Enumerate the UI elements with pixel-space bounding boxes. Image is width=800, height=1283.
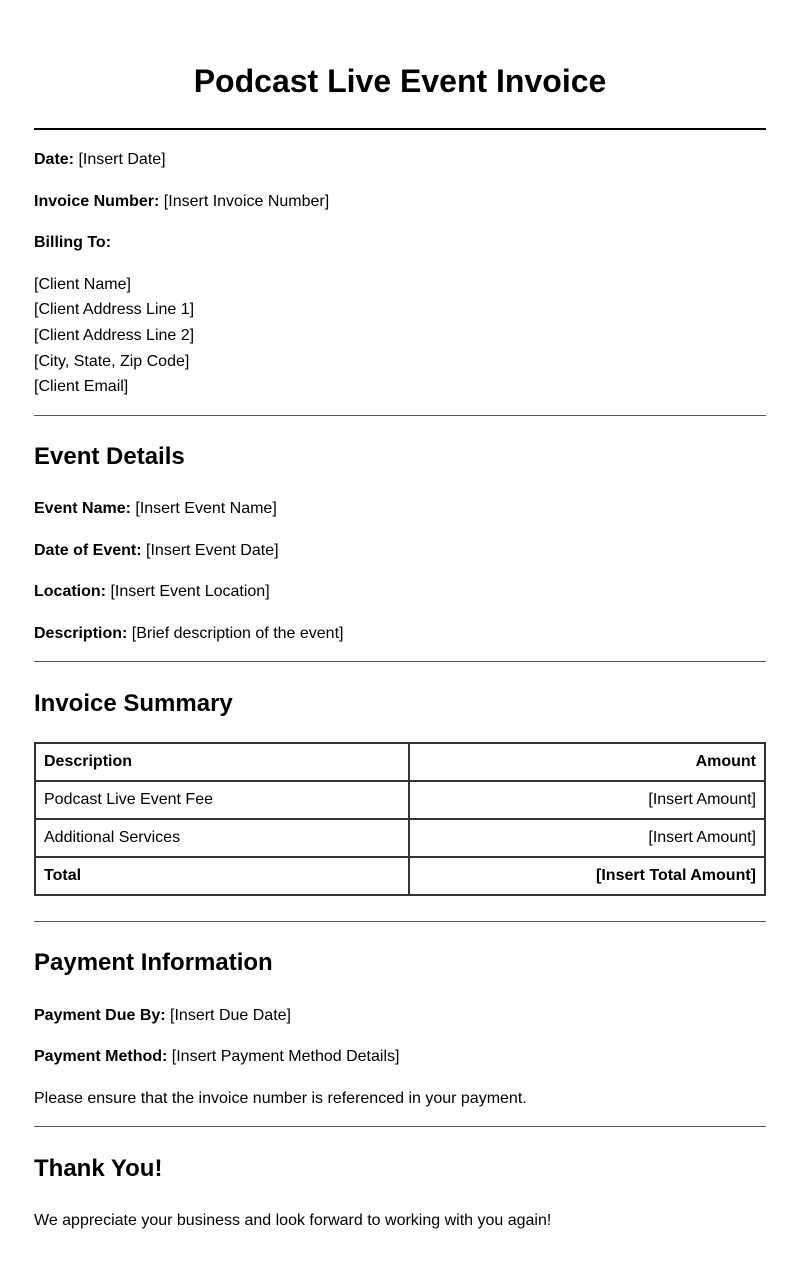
event-name-value: [Insert Event Name] <box>130 500 277 517</box>
invoice-number-label: Invoice Number: <box>34 193 160 210</box>
payment-method-label: Payment Method: <box>34 1048 168 1065</box>
event-description-line <box>34 624 343 644</box>
table-row <box>35 781 765 819</box>
invoice-summary-table <box>34 742 766 896</box>
total-amount: [Insert Total Amount] <box>409 857 765 895</box>
row-description: Additional Services <box>35 819 409 857</box>
billing-to-label: Billing To: <box>34 234 112 251</box>
event-details-heading: Event Details <box>34 443 185 470</box>
event-description-label: Description: <box>34 625 128 642</box>
event-location-line <box>34 582 270 602</box>
event-description-value: [Brief description of the event] <box>127 625 344 642</box>
section-divider <box>34 1126 766 1127</box>
billing-address-line-1: [Client Address Line 1] <box>34 301 195 318</box>
section-divider <box>34 661 766 662</box>
payment-due-value: [Insert Due Date] <box>165 1007 291 1024</box>
payment-due-line <box>34 1006 291 1026</box>
event-location-label: Location: <box>34 583 106 600</box>
payment-due-label: Payment Due By: <box>34 1007 166 1024</box>
billing-client-email: [Client Email] <box>34 378 129 395</box>
event-name-line <box>34 499 277 519</box>
payment-note: Please ensure that the invoice number is referenced in your payment. <box>34 1090 527 1107</box>
payment-method-line <box>34 1047 399 1067</box>
billing-to-line <box>34 233 111 253</box>
column-header-description: Description <box>35 743 409 781</box>
table-header-row <box>35 743 765 781</box>
event-date-line <box>34 541 279 561</box>
table-row <box>35 819 765 857</box>
payment-information-heading: Payment Information <box>34 949 273 976</box>
event-location-value: [Insert Event Location] <box>106 583 270 600</box>
invoice-summary-heading: Invoice Summary <box>34 690 233 717</box>
total-label: Total <box>35 857 409 895</box>
date-value: [Insert Date] <box>74 151 166 168</box>
payment-method-value: [Insert Payment Method Details] <box>167 1048 400 1065</box>
row-amount: [Insert Amount] <box>409 781 765 819</box>
title-divider <box>34 128 766 130</box>
event-name-label: Event Name: <box>34 500 131 517</box>
billing-client-name: [Client Name] <box>34 276 131 293</box>
date-line <box>34 150 166 170</box>
thank-you-heading: Thank You! <box>34 1155 163 1182</box>
table-total-row <box>35 857 765 895</box>
page-title: Podcast Live Event Invoice <box>193 63 607 99</box>
invoice-number-value: [Insert Invoice Number] <box>159 193 330 210</box>
row-amount: [Insert Amount] <box>409 819 765 857</box>
column-header-amount: Amount <box>409 743 765 781</box>
thank-you-message: We appreciate your business and look forward to working with you again! <box>34 1212 552 1229</box>
event-date-label: Date of Event: <box>34 542 142 559</box>
billing-city-state-zip: [City, State, Zip Code] <box>34 353 190 370</box>
date-label: Date: <box>34 151 75 168</box>
row-description: Podcast Live Event Fee <box>35 781 409 819</box>
billing-address-line-2: [Client Address Line 2] <box>34 327 195 344</box>
event-date-value: [Insert Event Date] <box>141 542 279 559</box>
section-divider <box>34 415 766 416</box>
section-divider <box>34 921 766 922</box>
invoice-number-line <box>34 192 329 212</box>
